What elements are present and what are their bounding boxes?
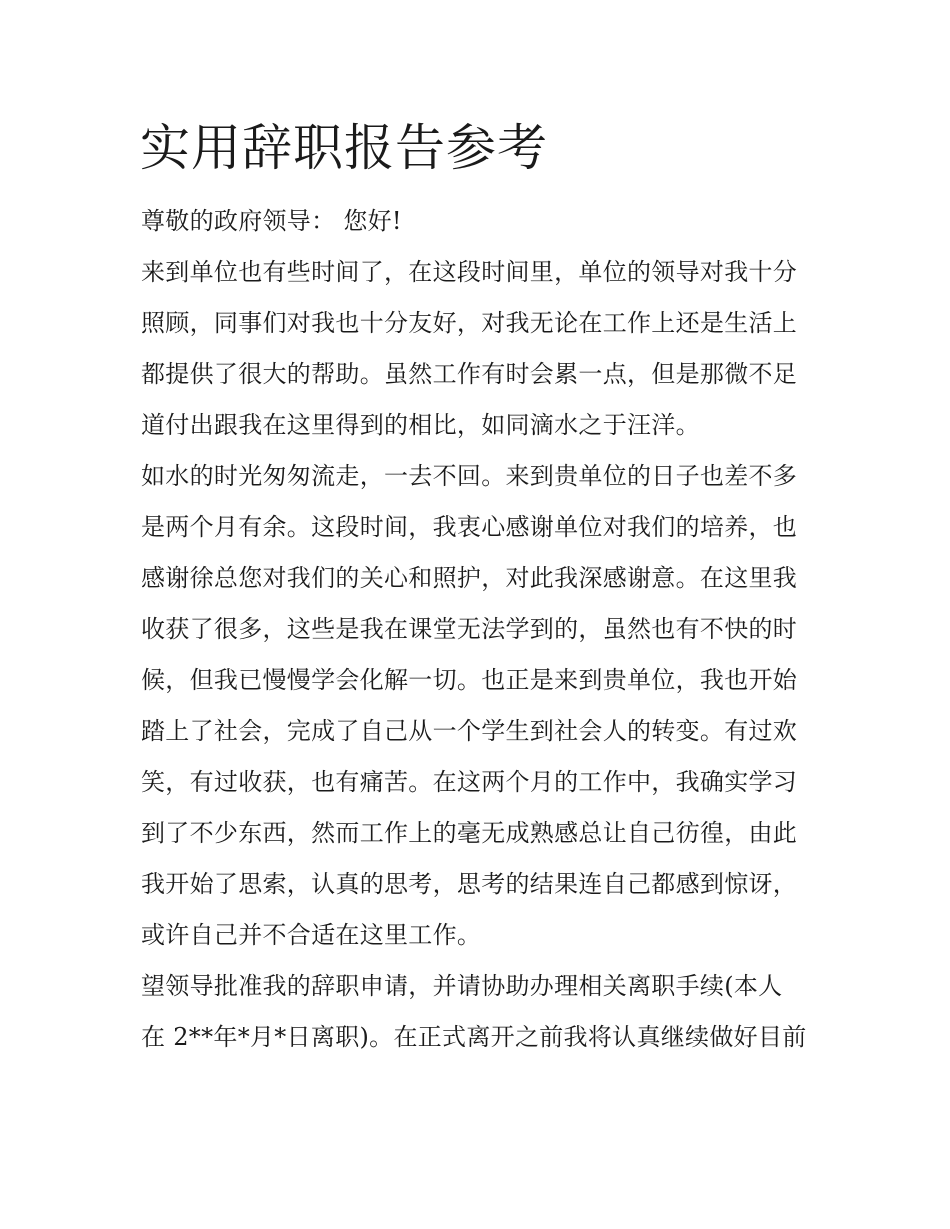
text-line: 或许自己并不合适在这里工作。 [141, 921, 482, 949]
paragraph-1 [141, 247, 831, 451]
paragraph-3 [141, 961, 831, 1063]
text-line: 来到单位也有些时间了，在这段时间里，单位的领导对我十分 [141, 258, 798, 286]
text-line: 如水的时光匆匆流走，一去不回。来到贵单位的日子也差不多 [141, 462, 798, 490]
document-body [141, 196, 831, 1063]
text-line: 踏上了社会，完成了自己从一个学生到社会人的转变。有过欢 [141, 717, 798, 745]
paragraph-2 [141, 451, 831, 961]
text-line: 我开始了思索，认真的思考，思考的结果连自己都感到惊讶， [141, 870, 798, 898]
text-line: 照顾，同事们对我也十分友好，对我无论在工作上还是生活上 [141, 309, 798, 337]
text-line: 到了不少东西，然而工作上的毫无成熟感总让自己彷徨，由此 [141, 819, 798, 847]
text-line: 候，但我已慢慢学会化解一切。也正是来到贵单位，我也开始 [141, 666, 798, 694]
text-line: 在 2**年*月*日离职)。在正式离开之前我将认真继续做好目前 [141, 1023, 807, 1051]
text-line: 望领导批准我的辞职申请，并请协助办理相关离职手续(本人 [141, 972, 783, 1000]
text-line: 是两个月有余。这段时间，我衷心感谢单位对我们的培养，也 [141, 513, 798, 541]
text-line: 感谢徐总您对我们的关心和照护，对此我深感谢意。在这里我 [141, 564, 798, 592]
text-line: 收获了很多，这些是我在课堂无法学到的，虽然也有不快的时 [141, 615, 798, 643]
text-line: 笑，有过收获，也有痛苦。在这两个月的工作中，我确实学习 [141, 768, 798, 796]
greeting-line: 尊敬的政府领导： 您好! [141, 207, 402, 235]
text-line: 道付出跟我在这里得到的相比，如同滴水之于汪洋。 [141, 411, 700, 439]
document-title: 实用辞职报告参考 [140, 119, 548, 177]
text-line: 都提供了很大的帮助。虽然工作有时会累一点，但是那微不足 [141, 360, 798, 388]
